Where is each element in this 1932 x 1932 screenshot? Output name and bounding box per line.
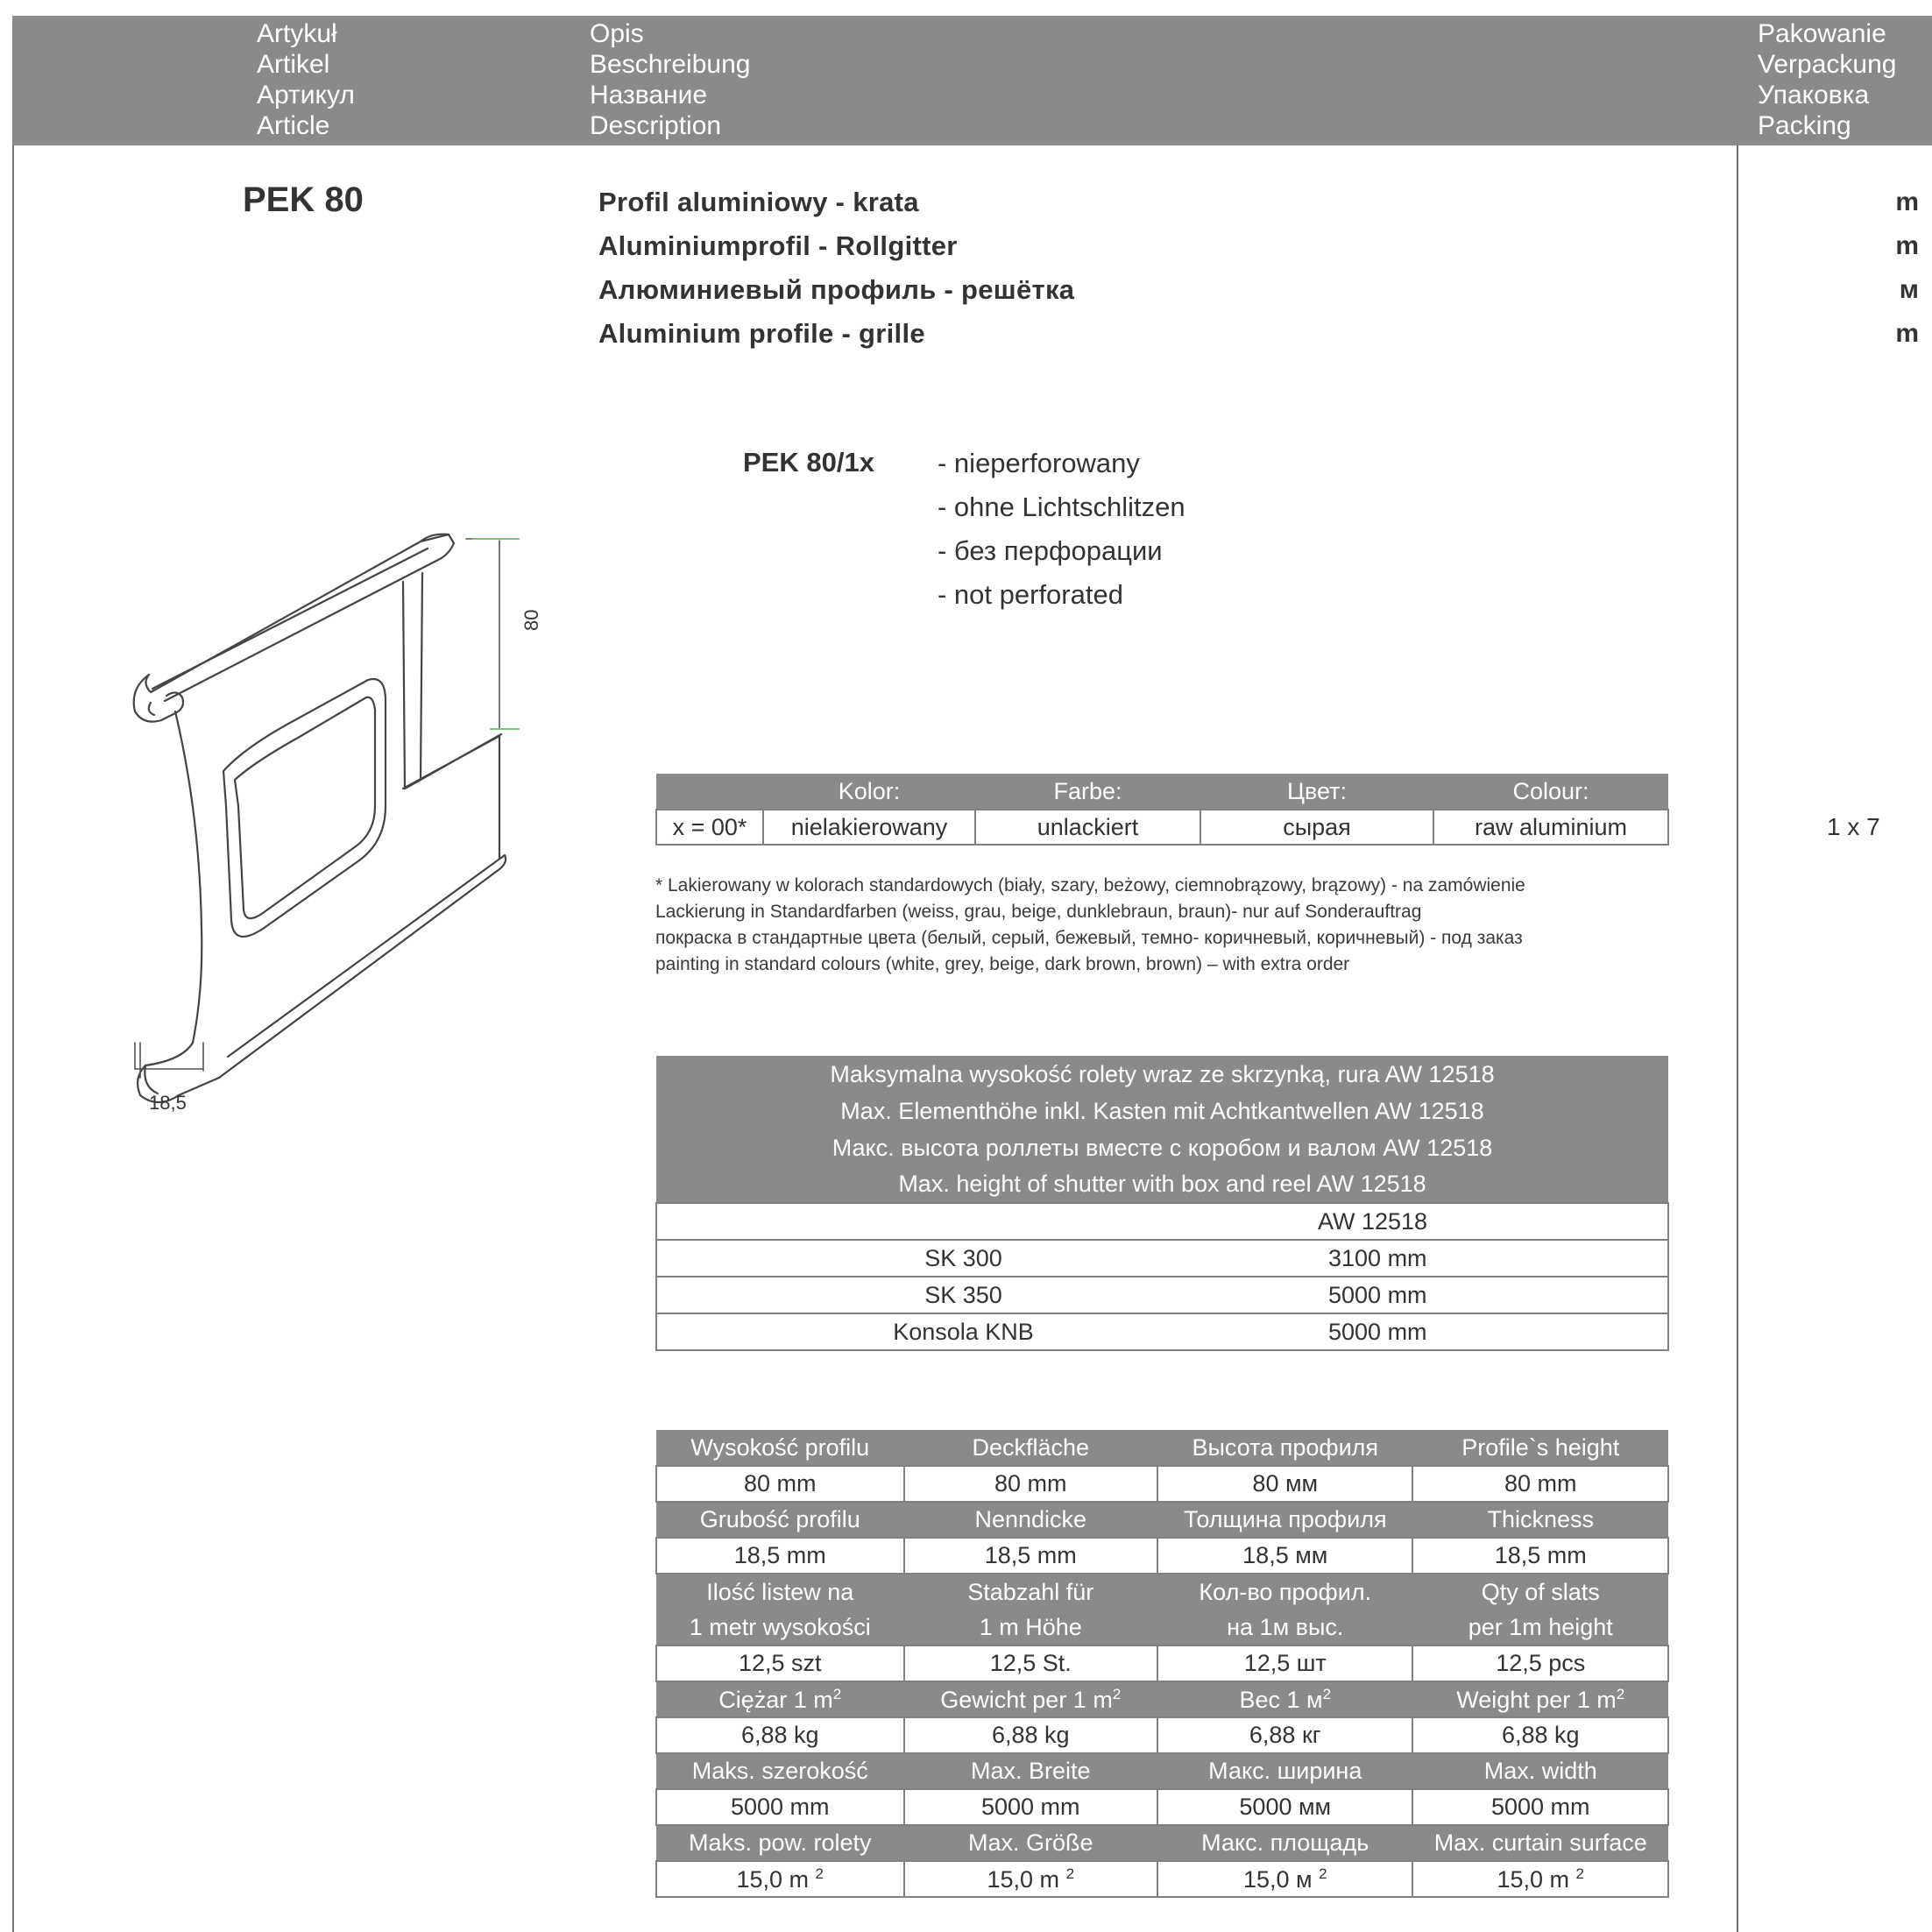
spec-value-row (656, 1861, 1668, 1897)
spec-value: 6,88 кг (1157, 1717, 1412, 1753)
spec-value: 18,5 mm (904, 1538, 1158, 1574)
footnote-pl: * Lakierowany w kolorach standardowych (biały, szary, beżowy, ciemnobrązowy, brązowy) - na zamówienie (655, 875, 1525, 895)
max-height-header-ru: Макс. высота роллеты вместе с коробом и валом AW 12518 (656, 1129, 1668, 1166)
description-list (598, 184, 1074, 359)
max-height-column-row (656, 1203, 1668, 1240)
header-description-ru: Название (590, 81, 708, 110)
spec-header-row (656, 1610, 1668, 1645)
spec-header: Deckfläche (904, 1430, 1158, 1466)
spec-header: Maks. szerokość (656, 1753, 904, 1789)
spec-header: Max. Größe (904, 1825, 1158, 1861)
spec-header: Max. Breite (904, 1753, 1158, 1789)
spec-value: 15,0 m (736, 1865, 810, 1893)
spec-value-row (656, 1466, 1668, 1502)
spec-header: Weight per 1 m (1456, 1686, 1617, 1713)
spec-header: Grubość profilu (656, 1502, 904, 1538)
profile-drawing (123, 517, 578, 1122)
spec-header: Толщина профиля (1157, 1502, 1412, 1538)
spec-value: 15,0 m (1497, 1865, 1570, 1893)
max-height-header-pl: Maksymalna wysokość rolety wraz ze skrzynką, rura AW 12518 (656, 1056, 1668, 1093)
spec-sup: 2 (1065, 1865, 1075, 1882)
packing-unit-ru: м (1899, 275, 1919, 304)
max-height-value: 5000 mm (1270, 1277, 1668, 1313)
spec-value: 18,5 mm (656, 1538, 904, 1574)
colour-header-pl: Kolor: (763, 774, 975, 810)
spec-value: 15,0 m (987, 1865, 1060, 1893)
colour-header-de: Farbe: (975, 774, 1200, 810)
spec-sup: 2 (832, 1685, 842, 1702)
article-code: PEK 80 (243, 180, 364, 219)
spec-header: Gewicht per 1 m (940, 1686, 1113, 1713)
max-height-column-header: AW 12518 (1270, 1203, 1668, 1240)
packing-quantity: 1 x 7 (1827, 813, 1880, 840)
header-packing-ru: Упаковка (1758, 81, 1870, 110)
header-band (12, 16, 1932, 145)
header-packing-en: Packing (1758, 111, 1851, 140)
max-height-header-row (656, 1093, 1668, 1129)
colour-table (655, 774, 1669, 846)
description-en: Aluminium profile - grille (598, 318, 925, 349)
spec-header-row (656, 1825, 1668, 1861)
header-packing (1758, 18, 1896, 141)
max-height-row (656, 1277, 1668, 1313)
spec-header-cell (904, 1681, 1158, 1717)
spec-header: Thickness (1412, 1502, 1668, 1538)
spec-header: Кол-во профил. (1157, 1574, 1412, 1610)
spec-value: 12,5 шт (1157, 1645, 1412, 1681)
spec-value: 80 mm (1412, 1466, 1668, 1502)
colour-table-row (656, 810, 1668, 845)
spec-value-row (656, 1538, 1668, 1574)
max-height-header-row (656, 1166, 1668, 1203)
spec-value: 5000 мм (1157, 1789, 1412, 1825)
header-description-de: Beschreibung (590, 50, 751, 79)
spec-header-row (656, 1753, 1668, 1789)
spec-header-row (656, 1502, 1668, 1538)
spec-header: per 1m height (1412, 1610, 1668, 1645)
spec-header: Qty of slats (1412, 1574, 1668, 1610)
spec-header: Ilość listew na (656, 1574, 904, 1610)
variant-note-ru: - без перфорации (938, 535, 1163, 566)
spec-sup: 2 (815, 1865, 824, 1882)
spec-value: 12,5 szt (656, 1645, 904, 1681)
spec-header: Stabzahl für (904, 1574, 1158, 1610)
max-height-header-de: Max. Elementhöhe inkl. Kasten mit Achtkantwellen AW 12518 (656, 1093, 1668, 1129)
spec-value-cell (1157, 1861, 1412, 1897)
spec-header: Nenndicke (904, 1502, 1158, 1538)
variant-notes (938, 445, 1185, 620)
spec-header: Макс. площадь (1157, 1825, 1412, 1861)
max-height-label: SK 300 (924, 1244, 1002, 1271)
spec-value: 18,5 мм (1157, 1538, 1412, 1574)
spec-value: 6,88 kg (904, 1717, 1158, 1753)
profile-bottom-rail (219, 855, 506, 1078)
colour-en: raw aluminium (1433, 810, 1668, 845)
spec-value: 80 мм (1157, 1466, 1412, 1502)
spec-value-row (656, 1789, 1668, 1825)
max-height-label: Konsola KNB (893, 1318, 1034, 1345)
colour-footnote (655, 873, 1525, 978)
spec-header: Max. width (1412, 1753, 1668, 1789)
footnote-de: Lackierung in Standardfarben (weiss, grau, beige, dunklebraun, braun)- nur auf Sonderauftrag (655, 902, 1422, 922)
spec-value: 6,88 kg (656, 1717, 904, 1753)
colour-header-blank (656, 774, 763, 810)
max-height-header-en: Max. height of shutter with box and reel AW 12518 (656, 1166, 1668, 1203)
description-ru: Алюминиевый профиль - решётка (598, 274, 1075, 305)
profile-front-face (175, 711, 202, 1043)
spec-header: на 1м выс. (1157, 1610, 1412, 1645)
max-height-header-row (656, 1056, 1668, 1093)
spec-header: 1 m Höhe (904, 1610, 1158, 1645)
header-description-pl: Opis (590, 19, 644, 48)
header-article-ru: Артикул (257, 81, 355, 110)
max-height-value: 5000 mm (1270, 1313, 1668, 1350)
dim-height-label: 80 (520, 609, 542, 631)
profile-window (223, 679, 386, 937)
header-description (590, 18, 750, 141)
spec-sup: 2 (1322, 1685, 1332, 1702)
spec-header-cell (1157, 1681, 1412, 1717)
spec-value: 80 mm (904, 1466, 1158, 1502)
spec-value: 5000 mm (1412, 1789, 1668, 1825)
packing-units (1849, 184, 1919, 359)
packing-unit-de: m (1895, 231, 1919, 260)
variant-note-de: - ohne Lichtschlitzen (938, 492, 1185, 522)
colour-de: unlackiert (975, 810, 1200, 845)
colour-header-en: Colour: (1433, 774, 1668, 810)
spec-value: 18,5 mm (1412, 1538, 1668, 1574)
spec-value: 12,5 pcs (1412, 1645, 1668, 1681)
colour-ru: сырая (1200, 810, 1433, 845)
max-height-row (656, 1313, 1668, 1350)
spec-sup: 2 (1112, 1685, 1122, 1702)
packing-unit-pl: m (1895, 188, 1919, 216)
header-article-en: Article (257, 111, 330, 140)
dim-thickness-label: 18,5 (149, 1092, 187, 1114)
spec-header-row (656, 1430, 1668, 1466)
spec-header: Макс. ширина (1157, 1753, 1412, 1789)
max-height-column-blank (656, 1203, 1270, 1240)
header-article-de: Artikel (257, 50, 330, 79)
spec-header: Ciężar 1 m (718, 1686, 833, 1713)
footnote-ru: покраска в стандартные цвета (белый, серый, бежевый, темно- коричневый, коричневый) - под заказ (655, 928, 1523, 948)
colour-pl: nielakierowany (763, 810, 975, 845)
colour-header-ru: Цвет: (1200, 774, 1433, 810)
spec-header: Высота профиля (1157, 1430, 1412, 1466)
colour-code: x = 00* (656, 810, 763, 845)
header-packing-pl: Pakowanie (1758, 19, 1886, 48)
spec-header-row (656, 1681, 1668, 1717)
max-height-row (656, 1240, 1668, 1277)
packing-unit-en: m (1895, 319, 1919, 348)
spec-value: 80 mm (656, 1466, 904, 1502)
max-height-table (655, 1056, 1669, 1351)
spec-header: 1 metr wysokości (656, 1610, 904, 1645)
spec-value-row (656, 1717, 1668, 1753)
spec-value: 15,0 м (1242, 1865, 1313, 1893)
colour-table-header (656, 774, 1668, 810)
header-article-pl: Artykuł (257, 19, 337, 48)
header-description-en: Description (590, 111, 722, 140)
spec-value-cell (1412, 1861, 1668, 1897)
max-height-label-cell (656, 1240, 1270, 1277)
spec-sup: 2 (1575, 1865, 1584, 1882)
max-height-header-row (656, 1129, 1668, 1166)
header-packing-de: Verpackung (1758, 50, 1897, 79)
footnote-en: painting in standard colours (white, grey, beige, dark brown, brown) – with extra order (655, 954, 1350, 974)
variant-note-pl: - nieperforowany (938, 448, 1140, 478)
description-de: Aluminiumprofil - Rollgitter (598, 230, 958, 261)
spec-sup: 2 (1319, 1865, 1327, 1882)
max-height-label: SK 350 (924, 1281, 1002, 1308)
spec-header-cell (656, 1681, 904, 1717)
max-height-label-cell (656, 1313, 1270, 1350)
variant-code: PEK 80/1x (743, 447, 874, 478)
spec-value: 12,5 St. (904, 1645, 1158, 1681)
spec-header: Max. curtain surface (1412, 1825, 1668, 1861)
spec-header-cell (1412, 1681, 1668, 1717)
spec-value-cell (904, 1861, 1158, 1897)
spec-header: Wysokość profilu (656, 1430, 904, 1466)
specs-table (655, 1430, 1669, 1898)
max-height-label-cell (656, 1277, 1270, 1313)
spec-header: Maks. pow. rolety (656, 1825, 904, 1861)
spec-value: 6,88 kg (1412, 1717, 1668, 1753)
spec-value: 5000 mm (904, 1789, 1158, 1825)
spec-value: 5000 mm (656, 1789, 904, 1825)
description-pl: Profil aluminiowy - krata (598, 187, 919, 217)
spec-header: Вес 1 м (1239, 1686, 1323, 1713)
header-article (257, 18, 355, 141)
packing-divider (1737, 145, 1738, 1932)
spec-value-cell (656, 1861, 904, 1897)
spec-value-row (656, 1645, 1668, 1681)
variant-note-en: - not perforated (938, 579, 1123, 610)
spec-sup: 2 (1616, 1685, 1625, 1702)
max-height-value: 3100 mm (1270, 1240, 1668, 1277)
spec-header-row (656, 1574, 1668, 1610)
spec-header: Profile`s height (1412, 1430, 1668, 1466)
